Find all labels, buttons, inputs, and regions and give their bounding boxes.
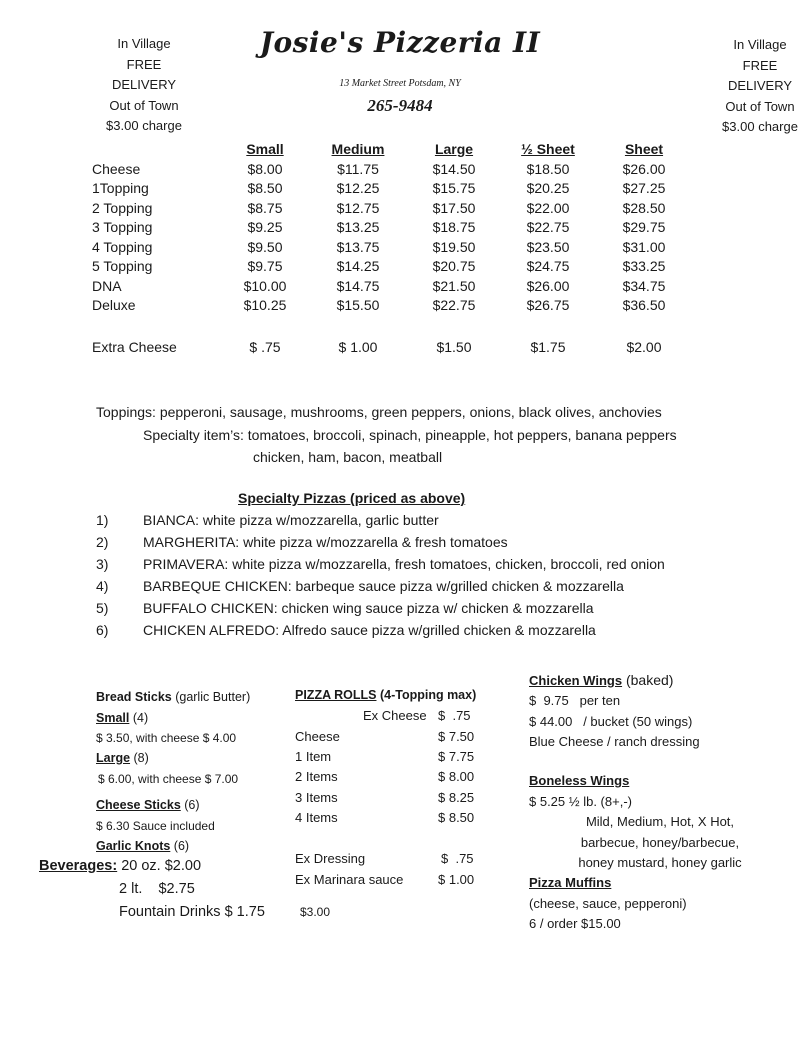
price-cell: $24.75 (526, 258, 570, 274)
chicken-wings-note: (baked) (622, 672, 674, 688)
item-number: 2) (96, 534, 109, 550)
row-label: 5 Topping (92, 258, 153, 274)
cheese-sticks-section (96, 795, 215, 856)
right-info-line: In Village (733, 37, 787, 52)
bread-sticks-small-count: (4) (129, 710, 149, 725)
beverages-line: 20 oz. $2.00 (117, 858, 202, 874)
table-row: $ 7.75 (438, 749, 475, 764)
price-cell: $10.25 (243, 297, 287, 313)
price-cell: $11.75 (337, 160, 379, 177)
price-cell: $1.75 (530, 338, 566, 355)
right-info-line: FREE (742, 57, 778, 73)
price-cell: $22.00 (526, 199, 570, 216)
right-info-line: Out of Town (725, 98, 795, 114)
chicken-wings-section (529, 670, 700, 753)
specialty-toppings-line: Specialty item’s: tomatoes, broccoli, spinach, pineapple, hot peppers, banana peppers (143, 427, 677, 443)
row-label: 2 Topping (92, 199, 153, 216)
pizza-price-table (92, 140, 692, 357)
cheese-sticks-title: Cheese Sticks (96, 798, 181, 812)
chicken-wings-line: Blue Cheese / ranch dressing (529, 734, 700, 749)
row-label: 1Topping (92, 180, 149, 196)
price-cell: $8.75 (247, 199, 283, 216)
bread-sticks-small-price: $ 3.50, with cheese $ 4.00 (96, 731, 237, 745)
price-cell: $22.75 (526, 219, 570, 235)
price-table-header (92, 140, 692, 160)
list-item (96, 512, 439, 528)
beverages-section (39, 855, 265, 924)
price-cell: $2.00 (626, 338, 662, 355)
ex-cheese-price: $ .75 (438, 708, 471, 723)
row-label: Cheese (92, 160, 141, 177)
cheese-sticks-price: $ 6.30 Sauce included (96, 818, 215, 833)
price-cell: $22.75 (432, 297, 476, 313)
item-number: 5) (96, 600, 109, 616)
price-cell: $12.25 (336, 180, 380, 196)
item-text: BARBEQUE CHICKEN: barbeque sauce pizza w/grilled chicken & mozzarella (143, 578, 624, 594)
pizza-muffins-price: 6 / order $15.00 (529, 916, 621, 931)
price-cell: $20.75 (432, 258, 476, 274)
price-cell: $9.25 (247, 219, 283, 235)
price-cell: $26.00 (622, 160, 666, 177)
left-info-line: Out of Town (109, 97, 179, 113)
right-info-line: DELIVERY (727, 78, 793, 93)
table-row (92, 179, 692, 199)
flavors-line: honey mustard, honey garlic (578, 855, 742, 870)
bread-sticks-title: Bread Sticks (96, 690, 172, 704)
cheese-sticks-count: (6) (180, 798, 200, 812)
list-item (96, 600, 594, 616)
table-row (92, 218, 692, 238)
bread-sticks-large-price: $ 6.00, with cheese $ 7.00 (98, 771, 239, 786)
table-row (92, 277, 692, 297)
right-delivery-info (705, 35, 810, 138)
table-row: $ 8.50 (438, 810, 475, 825)
left-info-line: In Village (117, 36, 171, 51)
price-cell: $14.25 (336, 258, 380, 274)
bread-sticks-small-label: Small (96, 710, 130, 725)
bread-sticks-note: (garlic Butter) (171, 690, 251, 704)
ex-cheese-label: Ex Cheese (363, 708, 427, 723)
column-header-medium: Medium (331, 141, 385, 157)
table-row: Cheese (295, 729, 340, 744)
price-cell: $21.50 (432, 277, 476, 294)
left-info-line: DELIVERY (111, 77, 177, 92)
price-cell: $15.75 (432, 180, 476, 196)
table-row: $ 8.25 (438, 790, 475, 805)
table-row: $ 8.00 (438, 769, 475, 784)
price-cell: $14.75 (336, 277, 380, 294)
row-label: Deluxe (92, 297, 136, 313)
table-spacer-row (92, 316, 692, 338)
price-cell: $31.00 (622, 238, 666, 255)
price-cell: $18.75 (432, 219, 476, 235)
table-row (92, 238, 692, 258)
price-cell: $26.75 (526, 297, 570, 313)
column-header-small: Small (246, 141, 284, 157)
table-row: 3 Items (295, 790, 338, 805)
ex-marinara-price: $ 1.00 (438, 872, 475, 887)
item-text: BUFFALO CHICKEN: chicken wing sauce pizza w/ chicken & mozzarella (143, 600, 594, 616)
item-number: 6) (96, 622, 109, 638)
garlic-knots-title: Garlic Knots (96, 838, 171, 853)
item-number: 3) (96, 556, 109, 572)
ex-marinara-label: Ex Marinara sauce (295, 872, 404, 887)
column-header-half-sheet: ½ Sheet (521, 141, 575, 157)
chicken-wings-title: Chicken Wings (529, 673, 623, 688)
toppings-line-3: chicken, ham, bacon, meatball (253, 449, 443, 465)
list-item (96, 578, 624, 594)
beverages-line: 2 lt. $2.75 (119, 881, 195, 897)
row-label: 4 Topping (92, 238, 153, 255)
table-row (92, 296, 692, 316)
price-cell: $27.25 (622, 180, 666, 196)
boneless-wings-section (529, 771, 632, 812)
row-label: Extra Cheese (92, 338, 177, 355)
list-item (96, 622, 596, 638)
price-cell: $9.75 (247, 258, 283, 274)
item-text: BIANCA: white pizza w/mozzarella, garlic butter (143, 512, 439, 528)
table-row: 4 Items (295, 810, 338, 825)
item-text: CHICKEN ALFREDO: Alfredo sauce pizza w/grilled chicken & mozzarella (143, 622, 596, 638)
chicken-wings-line: $ 9.75 per ten (529, 693, 621, 708)
table-row (92, 257, 692, 277)
price-cell: $19.50 (432, 238, 476, 255)
beverages-title: Beverages: (39, 858, 118, 874)
restaurant-title: Josie's Pizzeria II (259, 26, 541, 59)
garlic-knots-count: (6) (170, 838, 190, 853)
price-cell: $28.50 (622, 199, 666, 216)
table-row (92, 199, 692, 219)
price-cell: $15.50 (336, 297, 380, 313)
flavors-line: Mild, Medium, Hot, X Hot, (585, 814, 735, 829)
price-cell: $14.50 (432, 160, 476, 177)
pizza-muffins-desc: (cheese, sauce, pepperoni) (529, 895, 687, 911)
left-delivery-info (89, 34, 199, 137)
toppings-line: Toppings: pepperoni, sausage, mushrooms, green peppers, onions, black olives, anchovies (96, 404, 662, 420)
item-number: 1) (96, 512, 109, 528)
boneless-wings-price: $ 5.25 ½ lb. (8+,-) (529, 793, 632, 809)
price-cell: $10.00 (243, 277, 287, 294)
specialty-heading: Specialty Pizzas (priced as above) (238, 490, 466, 506)
bread-sticks-section (96, 687, 250, 789)
price-cell: $23.50 (526, 238, 570, 255)
pizza-rolls-heading (295, 685, 476, 706)
price-cell: $33.25 (622, 258, 666, 274)
chicken-wings-line: $ 44.00 / bucket (50 wings) (529, 713, 693, 729)
price-cell: $17.50 (432, 199, 476, 216)
list-item (96, 534, 508, 550)
price-cell: $20.25 (526, 180, 570, 196)
price-cell: $12.75 (336, 199, 380, 216)
ex-dressing-label: Ex Dressing (295, 851, 366, 866)
table-row (92, 160, 692, 180)
pizza-rolls-note: (4-Topping max) (376, 688, 477, 702)
pizza-muffins-section (529, 873, 687, 935)
price-cell: $34.75 (622, 277, 666, 294)
extra-cheese-row (92, 338, 692, 358)
header-spacer (92, 140, 222, 160)
item-number: 4) (96, 578, 109, 594)
restaurant-phone: 265-9484 (367, 96, 433, 115)
price-cell: $36.50 (622, 297, 666, 313)
row-label: DNA (92, 277, 122, 294)
list-item (96, 556, 665, 572)
price-cell: $13.25 (336, 219, 380, 235)
table-row: 1 Item (295, 749, 332, 764)
left-info-line: $3.00 charge (106, 118, 182, 133)
price-cell: $8.50 (247, 180, 283, 196)
price-cell: $1.50 (436, 338, 472, 355)
price-cell: $18.50 (526, 160, 570, 177)
bread-sticks-large-label: Large (96, 751, 131, 765)
boneless-wings-title: Boneless Wings (529, 773, 630, 788)
row-label: 3 Topping (92, 219, 153, 235)
right-info-line: $3.00 charge (722, 119, 798, 134)
column-header-large: Large (434, 141, 474, 157)
boneless-wings-flavors (560, 812, 760, 874)
pizza-muffins-title: Pizza Muffins (529, 875, 612, 890)
table-row: 2 Items (295, 769, 338, 784)
price-cell: $13.75 (336, 238, 380, 255)
ex-dressing-price: $ .75 (441, 851, 474, 866)
table-row: $ 7.50 (438, 729, 475, 744)
column-header-sheet: Sheet (624, 141, 664, 157)
price-cell: $26.00 (526, 277, 570, 294)
price-cell: $ 1.00 (338, 338, 378, 355)
price-cell: $29.75 (622, 219, 666, 235)
restaurant-address: 13 Market Street Potsdam, NY (339, 78, 461, 89)
price-cell: $9.50 (247, 238, 283, 255)
price-cell: $ .75 (249, 338, 281, 355)
left-info-line: FREE (126, 56, 162, 72)
beverages-line: Fountain Drinks $ 1.75 (119, 904, 265, 920)
flavors-line: barbecue, honey/barbecue, (580, 834, 740, 850)
bread-sticks-large-count: (8) (130, 751, 149, 765)
pizza-rolls-title: PIZZA ROLLS (295, 688, 377, 702)
item-text: PRIMAVERA: white pizza w/mozzarella, fresh tomatoes, chicken, broccoli, red onion (143, 556, 665, 572)
price-cell: $8.00 (247, 160, 283, 177)
item-text: MARGHERITA: white pizza w/mozzarella & fresh tomatoes (143, 534, 508, 550)
stray-price: $3.00 (300, 905, 331, 919)
